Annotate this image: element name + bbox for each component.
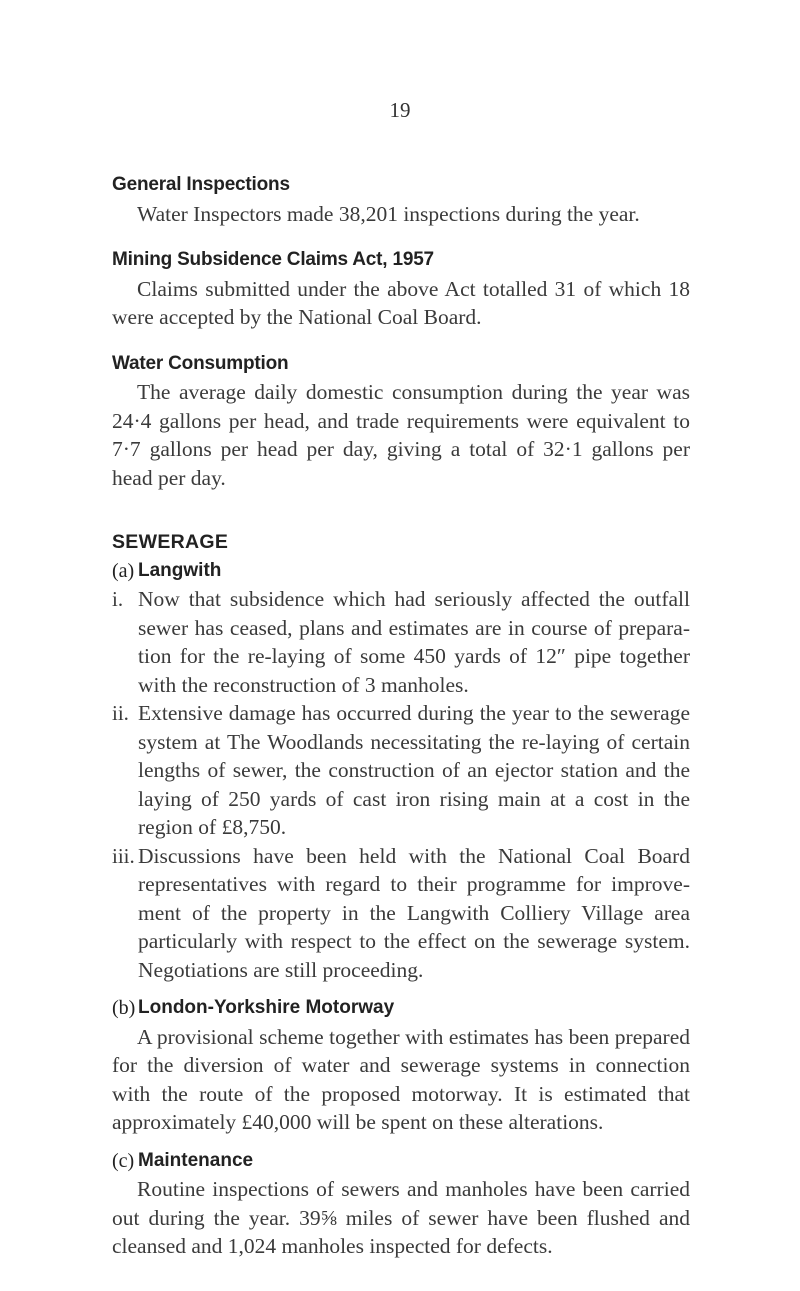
section-sewerage bbox=[112, 528, 690, 1261]
section-general-inspections bbox=[112, 171, 690, 228]
page-number: 19 bbox=[389, 98, 411, 122]
subsection-label: (b) bbox=[112, 997, 136, 1019]
section-mining-subsidence bbox=[112, 246, 690, 332]
list-item bbox=[112, 842, 690, 985]
document-body bbox=[112, 171, 690, 1261]
subsection-paragraph: Routine inspections of sewers and manholes have been carried out during the year. 39⅝ miles of sewer have been flushed and cleansed and 1,024 manholes inspected for defects. bbox=[112, 1177, 690, 1258]
item-number: i. bbox=[112, 587, 124, 611]
subsection-title: London-Yorkshire Motorway bbox=[138, 997, 395, 1018]
subsection-label: (a) bbox=[112, 559, 135, 582]
item-number: iii. bbox=[112, 843, 135, 868]
section-paragraph: Claims submitted under the above Act totalled 31 of which 18 were accepted by the National Coal Board. bbox=[112, 276, 690, 329]
item-text: Extensive damage has occurred during the year to the sewerage system at The Woodlands necessitating the re-laying of certain lengths of sewer, the construction of an ejector station and the laying of 250 yards of cast iron rising main at a cost in the region of £8,750. bbox=[138, 701, 690, 839]
subsection-title: Langwith bbox=[138, 559, 222, 581]
section-heading: General Inspections bbox=[112, 174, 290, 195]
list-item bbox=[112, 585, 690, 699]
subsection-paragraph: A provisional scheme together with estimates has been prepared for the diversion of water and sewerage systems in connection with the route of the proposed motorway. It is estimated that approximately £40,000 will be spent on these alterations. bbox=[112, 1024, 690, 1134]
subsection-heading bbox=[112, 1147, 690, 1176]
item-text: Discussions have been held with the National Coal Board representatives with regard to their programme for improvement of the property in the Langwith Colliery Village area particularly with respect to the effect on the sewerage system. Negotiations are still proceeding. bbox=[138, 843, 690, 982]
subsection-title: Maintenance bbox=[138, 1149, 254, 1171]
subsection-heading bbox=[112, 557, 690, 586]
item-text: Now that subsidence which had seriously affected the outfall sewer has ceased, plans and estimates are in course of preparation for the re-laying of some 450 yards of 12″ pipe together with the reconstruction of 3 manholes. bbox=[138, 587, 690, 697]
item-number: ii. bbox=[112, 701, 129, 725]
list-item bbox=[112, 699, 690, 842]
section-heading: SEWERAGE bbox=[112, 531, 229, 553]
subsection-langwith bbox=[112, 557, 690, 985]
section-water-consumption bbox=[112, 350, 690, 493]
section-paragraph: Water Inspectors made 38,201 inspections during the year. bbox=[137, 201, 640, 226]
section-heading: Water Consumption bbox=[112, 352, 289, 374]
subsection-maintenance bbox=[112, 1147, 690, 1261]
subsection-motorway bbox=[112, 994, 690, 1137]
subsection-label: (c) bbox=[112, 1149, 135, 1172]
section-paragraph: The average daily domestic consumption during the year was 24·4 gallons per head, and trade requirements were equivalent to 7·7 gallons per head per day, giving a total of 32·1 gallons per head per day. bbox=[112, 380, 690, 490]
subsection-heading bbox=[112, 994, 690, 1023]
section-heading: Mining Subsidence Claims Act, 1957 bbox=[112, 249, 434, 270]
